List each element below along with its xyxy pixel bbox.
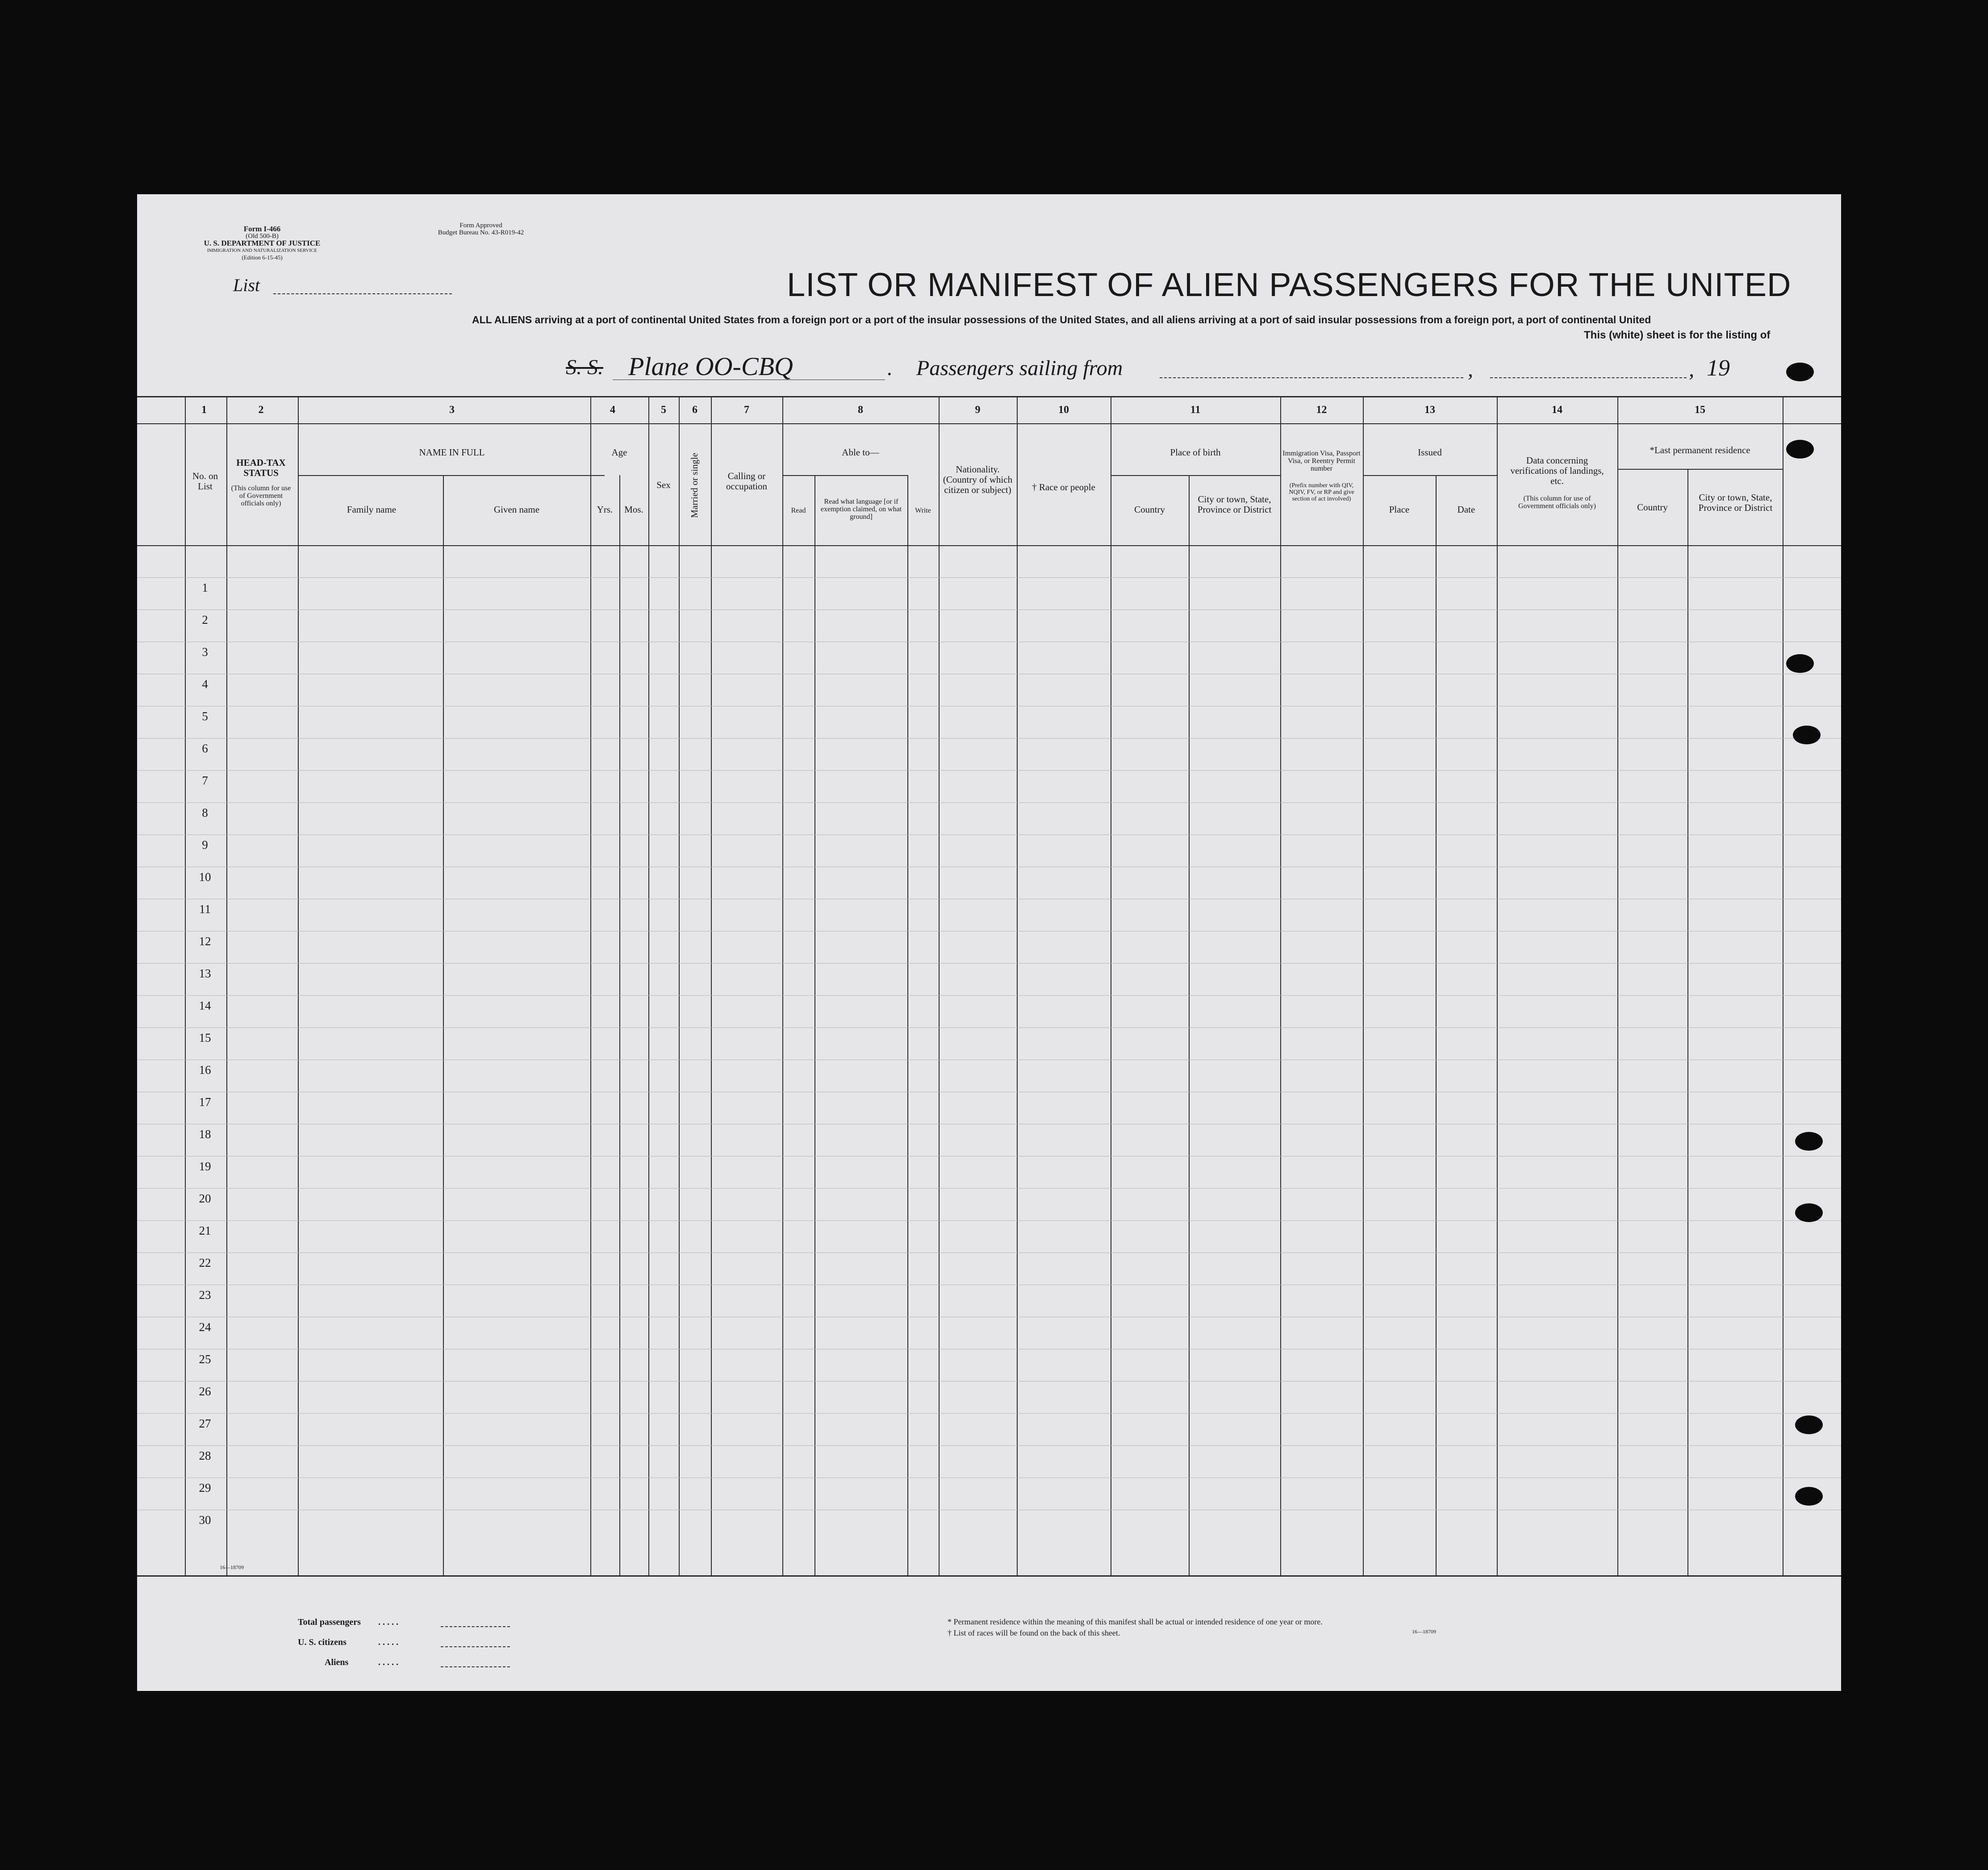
bottom-code: 16—18709 bbox=[220, 1564, 244, 1570]
col-num-13: 13 bbox=[1424, 404, 1435, 416]
column-line bbox=[648, 397, 649, 1576]
ss-prefix: S. S. bbox=[566, 355, 603, 379]
aliens-dots: . . . . . bbox=[378, 1657, 398, 1667]
note-code: 16—18709 bbox=[1412, 1628, 1436, 1635]
row-number: 18 bbox=[199, 1127, 211, 1141]
budget-bureau: Budget Bureau No. 43-R019-42 bbox=[438, 229, 524, 236]
header-issued-place: Place bbox=[1389, 504, 1410, 515]
name-subheader-line bbox=[298, 475, 605, 476]
row-number: 9 bbox=[202, 838, 208, 852]
row-rule bbox=[137, 1027, 1841, 1028]
manifest-title: LIST OR MANIFEST OF ALIEN PASSENGERS FOR THE UNITED bbox=[787, 266, 1792, 303]
list-label: List bbox=[233, 275, 260, 295]
header-family-name: Family name bbox=[347, 504, 397, 515]
sailing-from-field[interactable] bbox=[1160, 377, 1463, 378]
header-yrs: Yrs. bbox=[597, 504, 613, 515]
column-line bbox=[711, 397, 712, 1576]
row-rule bbox=[137, 1188, 1841, 1189]
header-head-tax-note: (This column for use of Government officials only) bbox=[231, 484, 291, 507]
comma-2: , bbox=[1689, 358, 1694, 381]
row-number: 12 bbox=[199, 935, 211, 948]
row-number: 22 bbox=[199, 1256, 211, 1269]
vessel-name-handwritten: Plane OO-CBQ bbox=[628, 352, 793, 381]
punch-hole bbox=[1795, 1132, 1823, 1151]
punch-hole bbox=[1786, 654, 1814, 673]
row-rule bbox=[137, 963, 1841, 964]
manifest-sheet bbox=[137, 194, 1841, 1691]
col-num-2: 2 bbox=[258, 404, 264, 416]
row-number: 13 bbox=[199, 967, 211, 980]
col-num-8: 8 bbox=[858, 404, 863, 416]
header-calling: Calling or occupation bbox=[726, 471, 768, 492]
total-passengers-field[interactable] bbox=[441, 1626, 510, 1627]
form-service: IMMIGRATION AND NATURALIZATION SERVICE bbox=[207, 248, 317, 253]
row-number: 11 bbox=[199, 902, 211, 916]
total-dots: . . . . . bbox=[378, 1617, 398, 1627]
name-divider bbox=[443, 475, 444, 1575]
row-number: 29 bbox=[199, 1481, 211, 1494]
issued-divider bbox=[1436, 475, 1437, 1575]
form-old-number: (Old 500-B) bbox=[246, 233, 279, 240]
header-birth-city: City or town, State, Province or District bbox=[1197, 494, 1272, 515]
column-line bbox=[679, 397, 680, 1576]
column-line bbox=[1617, 397, 1618, 1576]
header-residence-country: Country bbox=[1637, 502, 1668, 513]
row-number: 4 bbox=[202, 677, 208, 691]
residence-subheader-line bbox=[1617, 469, 1783, 470]
able-subheader-line bbox=[782, 475, 907, 476]
header-residence-city: City or town, State, Province or District bbox=[1698, 492, 1773, 513]
citizens-dots: . . . . . bbox=[378, 1637, 398, 1647]
form-department: U. S. DEPARTMENT OF JUSTICE bbox=[204, 239, 321, 247]
header-visa-note: (Prefix number with QIV, NQIV, FV, or RP and give section of act involved) bbox=[1289, 482, 1354, 502]
column-line bbox=[226, 397, 227, 1576]
header-given-name: Given name bbox=[493, 504, 540, 515]
aliens-label: Aliens bbox=[325, 1657, 349, 1667]
row-number: 30 bbox=[199, 1513, 211, 1527]
row-number: 3 bbox=[202, 645, 208, 659]
punch-hole bbox=[1795, 1203, 1823, 1222]
table-bottom-border bbox=[137, 1575, 1841, 1577]
header-married: Married or single bbox=[689, 453, 700, 518]
table-top-border bbox=[137, 396, 1841, 397]
row-number: 16 bbox=[199, 1063, 211, 1077]
comma: , bbox=[1468, 358, 1473, 381]
col-num-12: 12 bbox=[1316, 404, 1327, 416]
birth-subheader-line bbox=[1111, 475, 1280, 476]
write-divider bbox=[907, 475, 908, 1575]
row-number: 15 bbox=[199, 1031, 211, 1044]
row-number: 10 bbox=[199, 870, 211, 884]
col-num-1: 1 bbox=[201, 404, 207, 416]
header-last-residence: *Last permanent residence bbox=[1650, 445, 1750, 455]
punch-hole bbox=[1795, 1487, 1823, 1506]
header-read: Read bbox=[791, 507, 806, 514]
row-number: 1 bbox=[202, 581, 208, 594]
header-nationality: Nationality. (Country of which citizen or subject) bbox=[943, 464, 1013, 495]
header-race: † Race or people bbox=[1032, 482, 1095, 493]
us-citizens-label: U. S. citizens bbox=[298, 1637, 347, 1647]
row-number: 24 bbox=[199, 1320, 211, 1334]
col-num-3: 3 bbox=[449, 404, 455, 416]
header-read-language: Read what language [or if exemption claimed, on what ground] bbox=[820, 498, 902, 521]
issued-subheader-line bbox=[1363, 475, 1497, 476]
header-mos: Mos. bbox=[624, 504, 643, 515]
row-rule bbox=[137, 1252, 1841, 1253]
vessel-period: . bbox=[887, 356, 893, 380]
row-number: 7 bbox=[202, 774, 208, 787]
number-row-border bbox=[137, 423, 1841, 424]
col-num-4: 4 bbox=[610, 404, 615, 416]
row-number: 25 bbox=[199, 1352, 211, 1366]
col-num-15: 15 bbox=[1695, 404, 1705, 416]
column-line bbox=[1497, 397, 1498, 1576]
row-rule bbox=[137, 738, 1841, 739]
header-birth-country: Country bbox=[1134, 504, 1165, 515]
punch-hole bbox=[1793, 726, 1821, 744]
form-edition: (Edition 6-15-45) bbox=[242, 254, 283, 261]
row-rule bbox=[137, 1220, 1841, 1221]
aliens-field[interactable] bbox=[441, 1666, 510, 1667]
column-line bbox=[298, 397, 299, 1576]
us-citizens-field[interactable] bbox=[441, 1646, 510, 1647]
row-number: 6 bbox=[202, 742, 208, 755]
header-no-on-list: No. on List bbox=[192, 471, 218, 492]
subtitle-line-2: This (white) sheet is for the listing of bbox=[1584, 329, 1771, 341]
row-rule bbox=[137, 609, 1841, 610]
header-issued-date: Date bbox=[1457, 504, 1475, 515]
list-field[interactable] bbox=[273, 293, 452, 294]
passengers-sailing-label: Passengers sailing from bbox=[916, 356, 1123, 380]
col-num-11: 11 bbox=[1190, 404, 1201, 416]
header-write: Write bbox=[915, 507, 931, 514]
column-line bbox=[185, 397, 186, 1576]
row-number: 26 bbox=[199, 1385, 211, 1398]
column-line bbox=[1280, 397, 1281, 1576]
date-field[interactable] bbox=[1490, 377, 1687, 378]
row-number: 21 bbox=[199, 1224, 211, 1237]
read-divider bbox=[814, 475, 815, 1575]
col-num-14: 14 bbox=[1552, 404, 1562, 416]
header-data-note: (This column for use of Government officials only) bbox=[1518, 495, 1596, 510]
col-num-10: 10 bbox=[1058, 404, 1069, 416]
header-name-in-full: NAME IN FULL bbox=[419, 447, 485, 458]
punch-hole bbox=[1795, 1415, 1823, 1434]
total-passengers-label: Total passengers bbox=[298, 1617, 361, 1627]
row-number: 17 bbox=[199, 1095, 211, 1109]
row-number: 28 bbox=[199, 1449, 211, 1462]
form-info bbox=[200, 225, 325, 261]
column-line bbox=[590, 397, 591, 1576]
header-head-tax: HEAD-TAX STATUS bbox=[236, 457, 286, 478]
row-rule bbox=[137, 577, 1841, 578]
header-able-to: Able to— bbox=[842, 447, 879, 458]
column-line bbox=[1017, 397, 1018, 1576]
row-rule bbox=[137, 1445, 1841, 1446]
header-data-concerning: Data concerning verifications of landings, etc. bbox=[1510, 455, 1604, 486]
row-number: 5 bbox=[202, 710, 208, 723]
form-number: Form I-466 bbox=[243, 225, 281, 233]
row-number: 20 bbox=[199, 1192, 211, 1205]
header-visa: Immigration Visa, Passport Visa, or Reentry Permit number bbox=[1282, 450, 1361, 472]
note-residence: * Permanent residence within the meaning of this manifest shall be actual or intended residence of one year or more. bbox=[948, 1617, 1323, 1626]
row-number: 14 bbox=[199, 999, 211, 1012]
year-prefix: 19 bbox=[1707, 355, 1730, 381]
row-number: 27 bbox=[199, 1417, 211, 1430]
subtitle-line-1: ALL ALIENS arriving at a port of continental United States from a foreign port or a port of the insular possessions of the United States, and all aliens arriving at a port of said insular possessions from a foreign port, a port of continental United bbox=[472, 314, 1651, 326]
col-num-5: 5 bbox=[661, 404, 666, 416]
row-rule bbox=[137, 802, 1841, 803]
col-num-9: 9 bbox=[975, 404, 981, 416]
punch-hole bbox=[1786, 440, 1814, 459]
header-bottom-border bbox=[137, 545, 1841, 546]
row-number: 8 bbox=[202, 806, 208, 819]
row-number: 19 bbox=[199, 1160, 211, 1173]
row-rule bbox=[137, 1413, 1841, 1414]
column-line bbox=[782, 397, 783, 1576]
form-approved: Form Approved bbox=[459, 222, 502, 229]
age-divider bbox=[619, 475, 620, 1575]
note-races: † List of races will be found on the back of this sheet. bbox=[948, 1628, 1120, 1637]
row-number: 2 bbox=[202, 613, 208, 626]
row-rule bbox=[137, 995, 1841, 996]
form-approval bbox=[423, 222, 539, 236]
row-number: 23 bbox=[199, 1288, 211, 1302]
birth-divider bbox=[1189, 475, 1190, 1575]
col-num-6: 6 bbox=[692, 404, 697, 416]
punch-hole bbox=[1786, 363, 1814, 381]
header-issued: Issued bbox=[1418, 447, 1442, 458]
column-line bbox=[1363, 397, 1364, 1576]
header-sex: Sex bbox=[656, 480, 671, 490]
row-rule bbox=[137, 770, 1841, 771]
col-num-7: 7 bbox=[744, 404, 749, 416]
residence-divider bbox=[1687, 469, 1688, 1575]
column-line bbox=[939, 397, 940, 1576]
row-rule bbox=[137, 1381, 1841, 1382]
header-place-of-birth: Place of birth bbox=[1170, 447, 1221, 458]
header-age: Age bbox=[611, 447, 627, 458]
